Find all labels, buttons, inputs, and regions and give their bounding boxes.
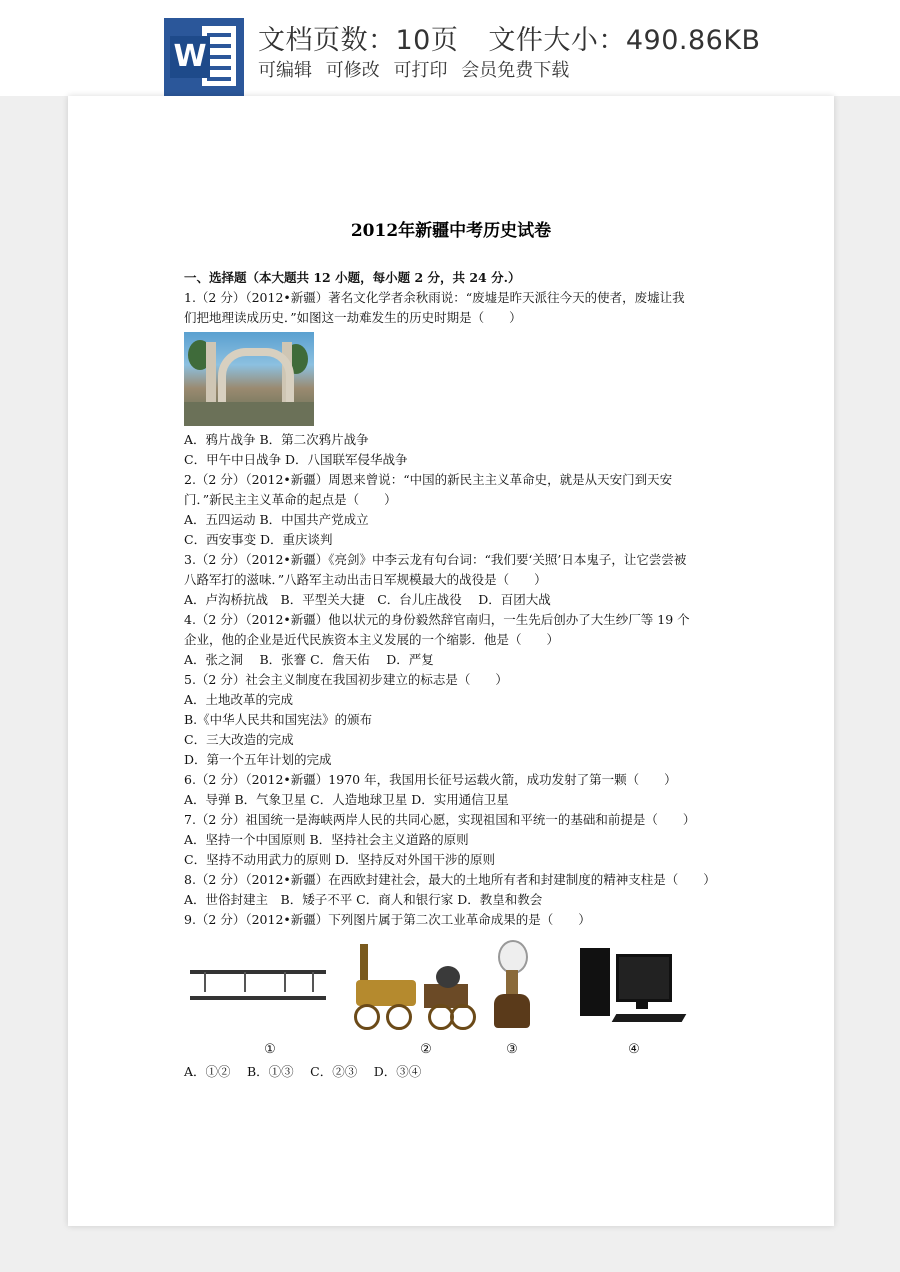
figure-caption: ① [264, 1042, 276, 1057]
feature-editable: 可编辑 [258, 60, 312, 81]
airplane-image [184, 960, 332, 1014]
figure-caption: ② [420, 1042, 432, 1057]
steam-locomotive-image [346, 944, 474, 1034]
figure-caption: ④ [628, 1042, 640, 1057]
section-heading: 一、选择题（本大题共 12 小题，每小题 2 分，共 24 分.） [184, 270, 521, 285]
exam-content [184, 268, 718, 1082]
question-1-option: C．甲午中日战争 D．八国联军侵华战争 [184, 452, 408, 467]
question-5-option: A．土地改革的完成 [184, 692, 294, 707]
question-2-option: C．西安事变 D．重庆谈判 [184, 532, 333, 547]
question-5-option: C．三大改造的完成 [184, 732, 294, 747]
question-5-option: D．第一个五年计划的完成 [184, 752, 332, 767]
feature-printable: 可打印 [393, 60, 448, 81]
feature-member-download[interactable]: 会员免费下载 [461, 60, 570, 81]
question-7-option: C．坚持不动用武力的原则 D．坚持反对外国干涉的原则 [184, 852, 496, 867]
question-6-line: 6.（2 分）（2012•新疆）1970 年，我国用长征号运载火箭，成功发射了第一颗（ ） [184, 772, 677, 787]
download-banner [0, 0, 900, 96]
ruins-photo [184, 332, 314, 426]
file-size: 文件大小：490.86KB [488, 25, 761, 56]
question-2-line: 门．”新民主主义革命的起点是（ ） [184, 492, 397, 507]
question-9-option: A．①② B．①③ C．②③ D．③④ [184, 1064, 422, 1079]
question-8-option: A．世俗封建主 B．矮子不平 C．商人和银行家 D．教皇和教会 [184, 892, 543, 907]
computer-image [574, 944, 694, 1034]
question-6-option: A．导弹 B．气象卫星 C．人造地球卫星 D．实用通信卫星 [184, 792, 509, 807]
question-4-line: 4.（2 分）（2012•新疆）他以状元的身份毅然辞官南归，一生先后创办了大生纱厂等 19 个 [184, 612, 690, 627]
document-page [68, 96, 834, 1226]
question-9-figures [184, 936, 718, 1062]
question-3-option: A．卢沟桥抗战 B．平型关大捷 C．台儿庄战役 D．百团大战 [184, 592, 551, 607]
question-9-line: 9.（2 分）（2012•新疆）下列图片属于第二次工业革命成果的是（ ） [184, 912, 591, 927]
figure-caption: ③ [506, 1042, 518, 1057]
feature-list [258, 56, 577, 82]
question-7-line: 7.（2 分）祖国统一是海峡两岸人民的共同心愿，实现祖国和平统一的基础和前提是（ ） [184, 812, 696, 827]
page-title: 2012年新疆中考历史试卷 [350, 221, 552, 241]
document-meta [258, 18, 761, 57]
light-bulb-image [490, 936, 534, 1032]
question-8-line: 8.（2 分）（2012•新疆）在西欧封建社会，最大的土地所有者和封建制度的精神支柱是（ ） [184, 872, 716, 887]
question-3-line: 八路军打的滋味．”八路军主动出击日军规模最大的战役是（ ） [184, 572, 547, 587]
question-5-line: 5.（2 分）社会主义制度在我国初步建立的标志是（ ） [184, 672, 508, 687]
question-2-option: A．五四运动 B．中国共产党成立 [184, 512, 369, 527]
page-count: 文档页数：10页 [258, 25, 459, 56]
question-1-line: 们把地理读成历史．”如图这一劫难发生的历史时期是（ ） [184, 310, 522, 325]
question-5-option: B.《中华人民共和国宪法》的颁布 [184, 712, 373, 727]
word-document-icon: W [164, 18, 244, 96]
question-1-line: 1.（2 分）（2012•新疆）著名文化学者余秋雨说：“废墟是昨天派往今天的使者，废墟让我 [184, 290, 685, 305]
feature-modifiable: 可修改 [325, 60, 380, 81]
question-2-line: 2.（2 分）（2012•新疆）周恩来曾说：“中国的新民主主义革命史，就是从天安门到天安 [184, 472, 673, 487]
question-7-option: A．坚持一个中国原则 B．坚持社会主义道路的原则 [184, 832, 469, 847]
question-3-line: 3.（2 分）（2012•新疆）《亮剑》中李云龙有句台词：“我们要‘关照’日本鬼子，让它尝尝被 [184, 552, 687, 567]
question-4-line: 企业，他的企业是近代民族资本主义发展的一个缩影．他是（ ） [184, 632, 560, 647]
question-4-option: A．张之洞 B．张謇 C．詹天佑 D．严复 [184, 652, 434, 667]
question-1-option: A．鸦片战争 B．第二次鸦片战争 [184, 432, 369, 447]
